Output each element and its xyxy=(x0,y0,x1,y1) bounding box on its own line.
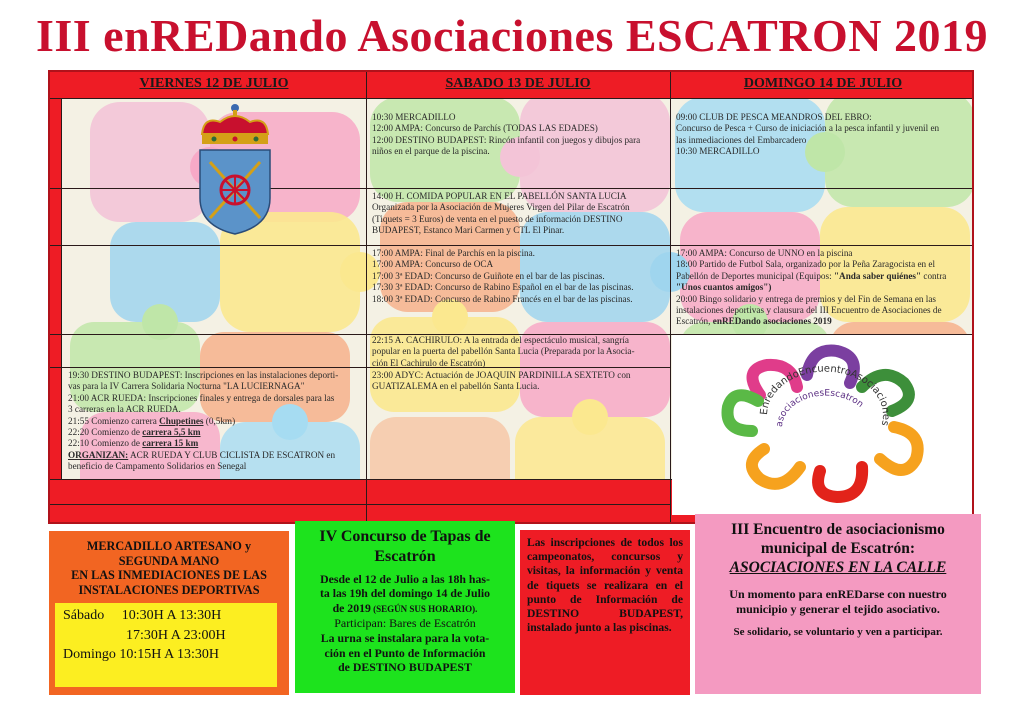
sunday-morning: 09:00 CLUB DE PESCA MEANDROS DEL EBRO: Concurso de Pesca + Curso de iniciación a la pesca infantil y juvenil en las inmediaciones del Embarcadero 10:30 MERCADILLO xyxy=(676,112,940,157)
poster-title: III enREDando Asociaciones ESCATRON 2019 xyxy=(35,10,989,61)
escatron-coat-of-arms-icon xyxy=(190,102,280,238)
enredando-flower-logo xyxy=(672,335,972,515)
saturday-night: 23:00 ADYC: Actuación de JOAQUIN PARDINILLA SEXTETO con GUATIZALEMA en el pabellón Santa Lucia. xyxy=(372,370,631,392)
market-box xyxy=(49,531,289,695)
tapas-contest-box xyxy=(295,521,515,693)
market-hours: Sábado 10:30H A 13:30H 17:30H A 23:00H Domingo 10:15H A 13:30H xyxy=(55,603,277,687)
tapas-participants: Participan: Bares de Escatrón xyxy=(334,616,476,631)
saturday-evening: 22:15 A. CACHIRULO: A la entrada del espectáculo musical, sangría popular en la puerta del pabellón Santa Lucia (Preparada por la Asocia- ción El Cachirulo de Escatrón) xyxy=(372,335,635,368)
encuentro-subtitle: ASOCIACIONES EN LA CALLE xyxy=(729,559,947,576)
svg-text:asociacionesEscatron: asociacionesEscatron xyxy=(774,388,865,428)
market-heading: MERCADILLO ARTESANO y SEGUNDA MANO EN LAS INMEDIACIONES DE LAS INSTALACIONES DEPORTIVAS xyxy=(71,539,267,597)
day-header-friday: VIERNES 12 DE JULIO xyxy=(139,76,289,91)
tapas-vote: La urna se instalara para la vota- ción en el Punto de Información de DESTINO BUDAPEST xyxy=(320,631,490,675)
encuentro-body: Un momento para enREDarse con nuestro municipio y generar el tejido asociativo. xyxy=(729,587,947,616)
tapas-dates: Desde el 12 de Julio a las 18h has- ta las 19h del domingo 14 de Julio de 2019 (SEGÚN SUS HORARIO). xyxy=(319,572,491,615)
sunday-afternoon: 17:00 AMPA: Concurso de UNNO en la piscina 18:00 Partido de Futbol Sala, organizado por la Peña Zaragocista en el Pabellón de Deportes municipal (Equipos: "Anda saber quiénes" contra "Unos cuantos amigos") 20:00 Bingo solidario y entrega de premios y del Fin de Semana en las instalaciones deportivas y clausura del III Encuentro de Asociaciones de Escatrón, enREDando asociaciones 2019 xyxy=(676,248,947,327)
svg-text:EnredandoEncuentroAsociaciones: EnredandoEncuentroAsociaciones xyxy=(758,363,892,427)
encuentro-box xyxy=(695,514,981,694)
friday-evening: 19:30 DESTINO BUDAPEST: Inscripciones en las instalaciones deporti- vas para la IV Carrera Solidaria Nocturna "LA LUCIERNAGA" 21:00 ACR RUEDA: Inscripciones finales y entrega de dorsales para las 3 carreras en la ACR RUEDA. 21:55 Comienzo carrera Chupetines (0,5km) 22:20 Comienzo de carrera 5,5 km 22:10 Comienzo de carrera 15 km ORGANIZAN: ACR RUEDA Y CLUB CICLISTA DE ESCATRON en beneficio de Campamento Solidarios en Senegal xyxy=(68,370,339,472)
saturday-morning: 10:30 MERCADILLO 12:00 AMPA: Concurso de Parchís (TODAS LAS EDADES) 12:00 DESTINO BUDAPEST: Rincón infantil con juegos y dibujos para niños en el parque de la piscina. xyxy=(372,112,641,157)
day-header-saturday: SABADO 13 DE JULIO xyxy=(445,76,591,91)
day-header-sunday: DOMINGO 14 DE JULIO xyxy=(743,76,903,91)
encuentro-footer: Se solidario, se voluntario y ven a participar. xyxy=(733,626,943,638)
saturday-afternoon: 17:00 AMPA: Final de Parchís en la piscina. 17:00 AMPA: Concurso de OCA 17:00 3ª EDAD: Concurso de Guiñote en el bar de las piscinas. 17:30 3ª EDAD: Concurso de Rabino Español en el bar de las piscinas. 18:00 3ª EDAD: Concurso de Rabino Francés en el bar de las piscinas. xyxy=(372,248,634,304)
encuentro-title: III Encuentro de asociacionismo municipal de Escatrón: xyxy=(731,521,945,557)
saturday-lunch: 14:00 H. COMIDA POPULAR EN EL PABELLÓN SANTA LUCIA Organizada por la Asociación de Mujeres Virgen del Pilar de Escatrón (Tiquets = 3 Euros) de venta en el puesto de información DESTINO BUDAPEST, Estanco Mari Carmen y CTL El Pinar. xyxy=(372,191,630,236)
tapas-title: IV Concurso de Tapas de Escatrón xyxy=(319,528,491,565)
left-red-strip xyxy=(50,72,62,524)
registration-box: Las inscripciones de todos los campeonatos, concursos y visitas, la información y venta de tiquets se realizara en el punto de Información de DESTINO BUDAPEST, instalado junto a las piscinas. xyxy=(520,530,690,695)
